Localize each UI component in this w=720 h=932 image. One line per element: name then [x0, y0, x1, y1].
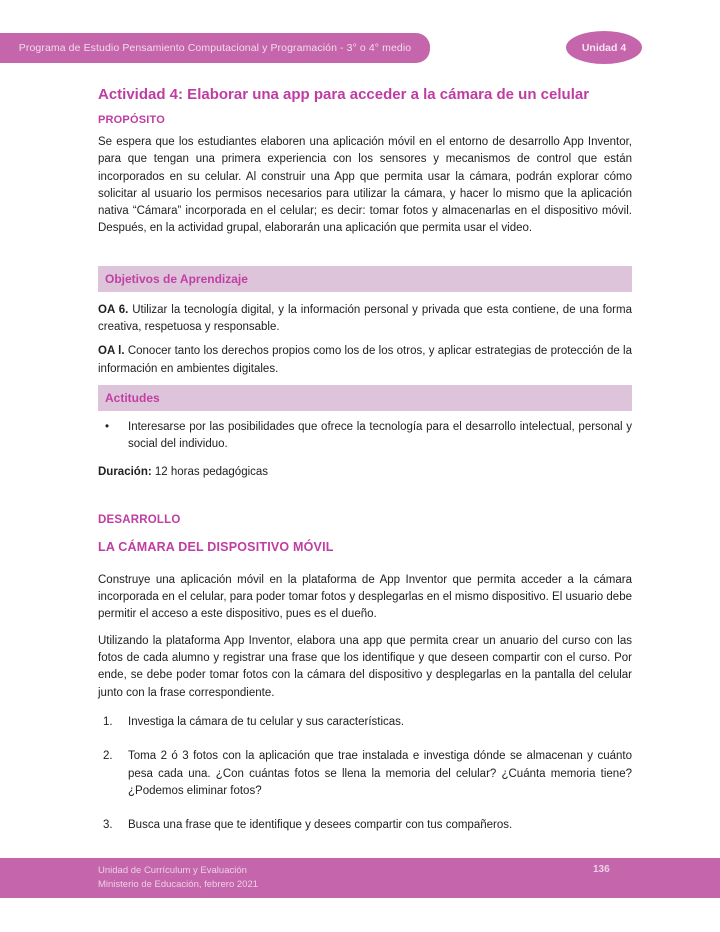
actitudes-bullet-text: Interesarse por las posibilidades que ofrece la tecnología para el desarrollo intelectual, personal y social del individuo. [128, 420, 632, 451]
step-number: 1. [103, 715, 113, 728]
camara-subheading: LA CÁMARA DEL DISPOSITIVO MÓVIL [98, 539, 334, 554]
duration-value: 12 horas pedagógicas [151, 465, 269, 478]
list-item [98, 817, 632, 834]
oa-item [98, 302, 632, 337]
proposito-paragraph: Se espera que los estudiantes elaboren una aplicación móvil en el entorno de desarrollo App Inventor, para que tengan una primera experiencia con los sensores y mecanismos de control que están incorporados en su celular. Al construir una App que permita usar la cámara, podrán explorar cómo solicitar al usuario los permisos necesarios para utilizar la cámara, y hacer lo mismo que la aplicación nativa “Cámara” incorporada en el celular; es decir: tomar fotos y almacenarlas en el dispositivo móvil. Después, en la actividad grupal, elaborarán una aplicación que permita usar el video. [98, 136, 632, 235]
actitudes-bullet-item [98, 419, 632, 454]
page-number: 136 [593, 864, 610, 875]
footer-credits [98, 864, 258, 891]
footer-line-2: Ministerio de Educación, febrero 2021 [98, 878, 259, 890]
oa-item-text: Utilizar la tecnología digital, y la información personal y privada que esta contiene, de una forma creativa, respetuosa y responsable. [98, 303, 632, 334]
footer-line-1: Unidad de Currículum y Evaluación [98, 865, 247, 876]
step-number: 2. [103, 750, 113, 763]
step-text: Toma 2 ó 3 fotos con la aplicación que trae instalada e investiga dónde se almacenan y cuánto pesa cada una. ¿Con cuántas fotos se llena la memoria del celular? ¿Cuánta memoria tiene? ¿Podemos eliminar fotos? [128, 750, 632, 797]
step-text: Investiga la cámara de tu celular y sus características. [128, 715, 405, 728]
header-program-label: Programa de Estudio Pensamiento Computacional y Programación - 3° o 4° medio [18, 42, 412, 54]
oa-item-label: OA l. [98, 345, 125, 358]
actitudes-banner-label: Actitudes [105, 390, 160, 405]
activity-title: Actividad 4: Elaborar una app para acceder a la cámara de un celular [98, 86, 590, 103]
duration-label: Duración: [98, 465, 152, 478]
oa-item [98, 343, 632, 378]
list-item [98, 714, 632, 731]
unit-badge [566, 31, 642, 64]
step-number: 3. [103, 819, 113, 832]
unit-badge-label: Unidad 4 [581, 41, 627, 54]
objetivos-banner-label: Objetivos de Aprendizaje [105, 271, 248, 286]
objetivos-banner [98, 266, 632, 292]
oa-item-text: Conocer tanto los derechos propios como los de los otros, y aplicar estrategias de protección de la información en ambientes digitales. [98, 345, 632, 375]
desarrollo-paragraph-2: Utilizando la plataforma App Inventor, elabora una app que permita crear un anuario del curso con las fotos de cada alumno y registrar una frase que los identifique y que deseen compartir con el curso. Por ende, se debe poder tomar fotos con la cámara del dispositivo y desplegarlas en la pantalla del celular junto con la frase correspondiente. [98, 634, 632, 699]
list-item [98, 748, 632, 800]
duration-line [98, 464, 632, 481]
content-column [98, 63, 632, 834]
proposito-heading: PROPÓSITO [98, 114, 165, 126]
steps-list [98, 714, 632, 834]
actitudes-banner [98, 385, 632, 411]
oa-item-label: OA 6. [98, 303, 129, 316]
desarrollo-paragraph-1: Construye una aplicación móvil en la plataforma de App Inventor que permita acceder a la cámara incorporada en el celular, para poder tomar fotos y desplegarlas en el mismo dispositivo. El usuario debe permitir el acceso a este dispositivo, pues es el dueño. [98, 573, 632, 621]
footer-bar [0, 858, 720, 898]
bullet-icon: • [105, 420, 110, 433]
step-text: Busca una frase que te identifique y desees compartir con tus compañeros. [128, 819, 513, 832]
header-program-bar [0, 33, 430, 63]
desarrollo-heading: DESARROLLO [98, 513, 181, 526]
